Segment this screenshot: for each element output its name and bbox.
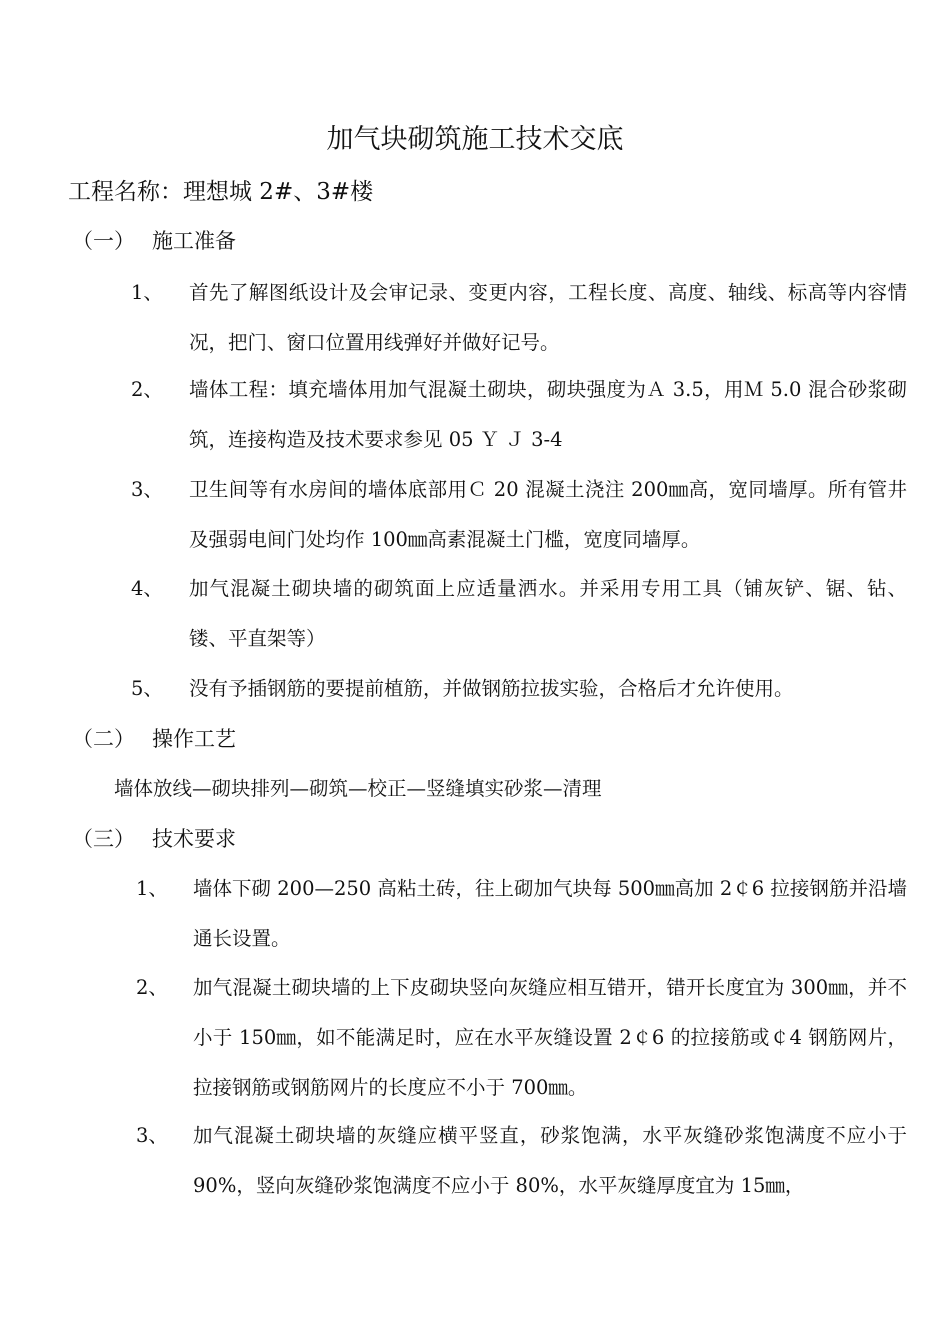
section-heading-prep [72, 223, 236, 259]
section-heading-requirements [72, 821, 236, 857]
section-title: 技术要求 [152, 827, 236, 851]
section-title: 施工准备 [152, 229, 236, 253]
item-number: 5、 [131, 677, 163, 700]
item-text: 加气混凝土砌块墙的灰缝应横平竖直，砂浆饱满，水平灰缝砂浆饱满度不应小于 90%，竖向灰缝砂浆饱满度不应小于 80%，水平灰缝厚度宜为 15㎜， [193, 1124, 907, 1197]
item-text: 卫生间等有水房间的墙体底部用Ｃ 20 混凝土浇注 200㎜高，宽同墙厚。所有管井及强弱电间门处均作 100㎜高素混凝土门槛，宽度同墙厚。 [189, 478, 907, 551]
process-flow: 墙体放线—砌块排列—砌筑—校正—竖缝填实砂浆—清理 [114, 777, 602, 800]
item-text: 墙体下砌 200—250 高粘土砖，往上砌加气块每 500㎜高加 2￠6 拉接钢筋并沿墙通长设置。 [193, 877, 907, 950]
item-number: 2、 [136, 976, 168, 999]
section-title: 操作工艺 [152, 727, 236, 751]
item-text: 墙体工程：填充墙体用加气混凝土砌块，砌块强度为Ａ 3.5，用Ｍ 5.0 混合砂浆砌筑，连接构造及技术要求参见 05 Ｙ Ｊ 3-4 [189, 378, 907, 451]
section-number: （二） [72, 727, 135, 751]
item-text: 加气混凝土砌块墙的砌筑面上应适量洒水。并采用专用工具（铺灰铲、锯、钻、镂、平直架等） [189, 577, 907, 650]
item-number: 3、 [131, 478, 163, 501]
item-number: 1、 [131, 281, 163, 304]
document-title: 加气块砌筑施工技术交底 [326, 124, 624, 155]
section-heading-process [72, 721, 236, 757]
item-number: 1、 [136, 877, 168, 900]
item-number: 4、 [131, 577, 163, 600]
item-text: 加气混凝土砌块墙的上下皮砌块竖向灰缝应相互错开，错开长度宜为 300㎜，并不小于 150㎜，如不能满足时，应在水平灰缝设置 2￠6 的拉接筋或￠4 钢筋网片，拉接钢筋或钢筋网片的长度应不小于 700㎜。 [193, 976, 907, 1099]
project-name: 工程名称：理想城 2#、3#楼 [68, 179, 374, 205]
section-number: （一） [72, 229, 135, 253]
item-text: 首先了解图纸设计及会审记录、变更内容，工程长度、高度、轴线、标高等内容情况，把门、窗口位置用线弹好并做好记号。 [189, 281, 907, 354]
item-text: 没有予插钢筋的要提前植筋，并做钢筋拉拔实验，合格后才允许使用。 [189, 677, 794, 700]
item-number: 3、 [136, 1124, 168, 1147]
section-number: （三） [72, 827, 135, 851]
item-number: 2、 [131, 378, 163, 401]
